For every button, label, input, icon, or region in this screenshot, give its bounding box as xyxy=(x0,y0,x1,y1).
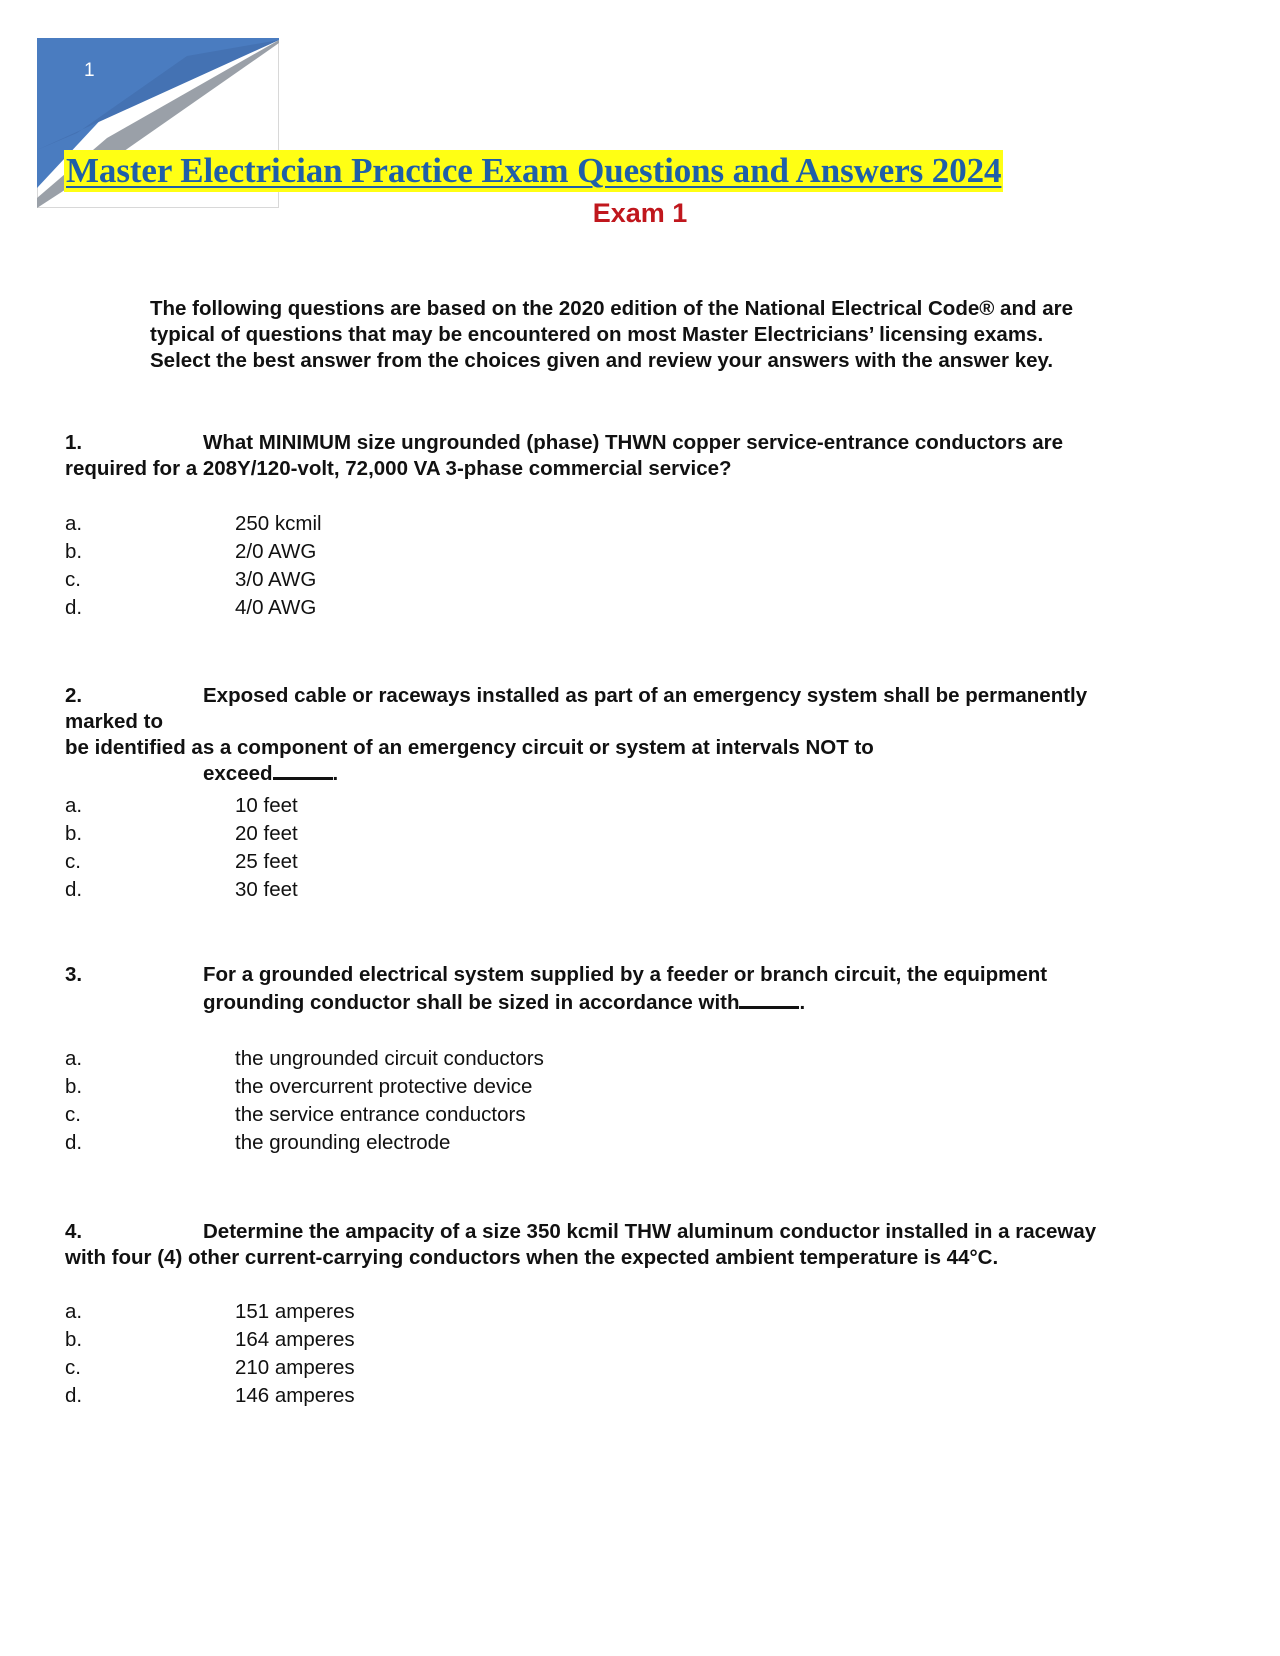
choice-text: 3/0 AWG xyxy=(235,568,317,591)
choice-text: 10 feet xyxy=(235,794,298,817)
choice-item[interactable] xyxy=(65,1073,544,1101)
question-text-line: be identified as a component of an emergency circuit or system at intervals NOT to xyxy=(65,736,874,759)
question-text-line: exceed . xyxy=(203,762,339,785)
question-number: 4. xyxy=(65,1220,83,1243)
choice-letter: a. xyxy=(65,1300,83,1323)
choice-item[interactable] xyxy=(65,594,322,622)
choice-letter: b. xyxy=(65,1328,83,1351)
choice-text: the overcurrent protective device xyxy=(235,1075,533,1098)
question-text-tail: exceed xyxy=(203,762,273,785)
question-text-line: Exposed cable or raceways installed as part of an emergency system shall be permanently marked to xyxy=(65,684,1088,733)
choice-item[interactable] xyxy=(65,538,322,566)
question-text-line: For a grounded electrical system supplied by a feeder or branch circuit, the equipment xyxy=(203,963,1048,986)
question-text-line: with four (4) other current-carrying conductors when the expected ambient temperature is 44°C. xyxy=(65,1246,999,1269)
answer-blank xyxy=(739,992,799,1009)
question-3-choices xyxy=(65,1045,544,1157)
question-1-choices xyxy=(65,510,322,622)
question-3 xyxy=(65,962,1145,1016)
question-number: 1. xyxy=(65,431,83,454)
choice-text: 20 feet xyxy=(235,822,298,845)
choice-text: 210 amperes xyxy=(235,1356,355,1379)
choice-text: 30 feet xyxy=(235,878,298,901)
choice-letter: d. xyxy=(65,1384,83,1407)
choice-text: 4/0 AWG xyxy=(235,596,317,619)
choice-text: 2/0 AWG xyxy=(235,540,317,563)
choice-text: 25 feet xyxy=(235,850,298,873)
choice-letter: b. xyxy=(65,822,83,845)
choice-item[interactable] xyxy=(65,1354,355,1382)
question-2 xyxy=(65,683,1145,787)
choice-letter: d. xyxy=(65,596,83,619)
choice-item[interactable] xyxy=(65,566,322,594)
question-text-line: required for a 208Y/120-volt, 72,000 VA 3-phase commercial service? xyxy=(65,457,732,480)
exam-subtitle xyxy=(0,198,1280,229)
choice-letter: c. xyxy=(65,1356,81,1379)
choice-item[interactable] xyxy=(65,1298,355,1326)
choice-letter: d. xyxy=(65,878,83,901)
choice-item[interactable] xyxy=(65,848,298,876)
question-4 xyxy=(65,1219,1145,1271)
choice-item[interactable] xyxy=(65,1129,544,1157)
choice-letter: a. xyxy=(65,512,83,535)
intro-paragraph: The following questions are based on the 2020 edition of the National Electrical Code® and are typical of questions that may be encountered on most Master Electricians’ licensing exams. Select the best answer from the choices given and review your answers with the answer key. xyxy=(150,297,1073,372)
question-text-line: Determine the ampacity of a size 350 kcmil THW aluminum conductor installed in a raceway xyxy=(203,1220,1097,1243)
question-text-tail: grounding conductor shall be sized in accordance with xyxy=(203,991,740,1014)
question-text-line: grounding conductor shall be sized in accordance with . xyxy=(203,991,806,1014)
choice-text: 250 kcmil xyxy=(235,512,322,535)
choice-letter: a. xyxy=(65,794,83,817)
choice-text: the service entrance conductors xyxy=(235,1103,526,1126)
choice-letter: c. xyxy=(65,568,81,591)
choice-letter: c. xyxy=(65,1103,81,1126)
exam-subtitle-text: Exam 1 xyxy=(592,198,688,228)
choice-item[interactable] xyxy=(65,876,298,904)
choice-text: 151 amperes xyxy=(235,1300,355,1323)
title-container xyxy=(64,150,1084,192)
choice-item[interactable] xyxy=(65,1045,544,1073)
question-4-choices xyxy=(65,1298,355,1410)
choice-letter: c. xyxy=(65,850,81,873)
choice-text: the ungrounded circuit conductors xyxy=(235,1047,544,1070)
choice-letter: d. xyxy=(65,1131,83,1154)
choice-item[interactable] xyxy=(65,820,298,848)
question-2-choices xyxy=(65,792,298,904)
choice-text: 146 amperes xyxy=(235,1384,355,1407)
choice-letter: b. xyxy=(65,1075,83,1098)
page-number: 1 xyxy=(84,60,95,81)
question-text-line: What MINIMUM size ungrounded (phase) THWN copper service-entrance conductors are xyxy=(203,431,1063,454)
choice-letter: b. xyxy=(65,540,83,563)
question-number: 2. xyxy=(65,684,83,707)
document-title: Master Electrician Practice Exam Questions and Answers 2024 xyxy=(66,151,1002,190)
choice-item[interactable] xyxy=(65,1101,544,1129)
choice-text: 164 amperes xyxy=(235,1328,355,1351)
choice-item[interactable] xyxy=(65,792,298,820)
choice-item[interactable] xyxy=(65,510,322,538)
choice-item[interactable] xyxy=(65,1326,355,1354)
question-number: 3. xyxy=(65,963,83,986)
answer-blank xyxy=(273,763,333,780)
choice-letter: a. xyxy=(65,1047,83,1070)
choice-text: the grounding electrode xyxy=(235,1131,451,1154)
choice-item[interactable] xyxy=(65,1382,355,1410)
question-1 xyxy=(65,430,1145,482)
